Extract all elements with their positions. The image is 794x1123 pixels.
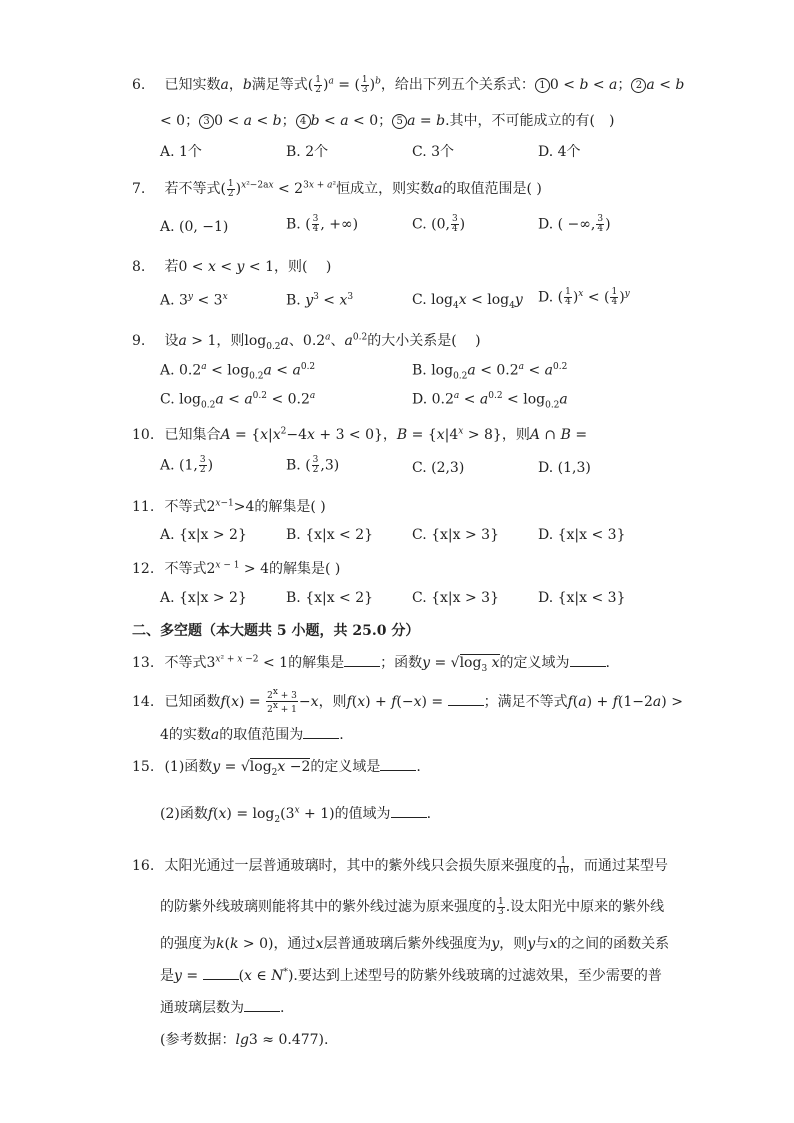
question-14-line2: 4的实数a的取值范围为 . — [160, 727, 344, 743]
question-16-line6: (参考数据：lg3 ≈ 0.477). — [160, 1032, 329, 1048]
option-d: D. 4个 — [538, 144, 581, 160]
question-number: 6. — [132, 77, 146, 93]
question-text: 已知实数a，b满足等式( $\frac{1}{2}$ )$^a$ = ( $\frac{1}{3}$ )$^b$，给出下列五个关系式： 1 0 < b < a； 2 a < b — [164, 74, 685, 95]
question-6 — [132, 74, 685, 95]
question-text: 已知函数f(x) = $\frac{2^x + 3}{2^x + 1}$ −x，则f(x) + f(−x) = ；满足不等式f(a) + f(1−2a) > — [164, 687, 683, 715]
question-number: 10. — [132, 427, 155, 443]
question-16-line4: 是y = (x ∈ N*).要达到上述型号的防紫外线玻璃的过滤效果，至少需要的普 — [160, 967, 662, 984]
option-d: D. {x|x < 3} — [538, 590, 626, 606]
option-a: A. $0.2^a < \log_{0.2}a < a^{0.2}$ — [160, 362, 316, 382]
question-text: 不等式$2^{x - 1} > 4$的解集是( ) — [164, 560, 341, 577]
question-number: 12. — [132, 561, 155, 577]
question-12 — [132, 558, 662, 578]
option-c: C. $\log_4x < \log_4y$ — [412, 292, 523, 311]
question-13 — [132, 652, 662, 674]
question-text: (1)函数$y = √\log_2x -2$的定义域是 . — [164, 759, 421, 778]
option-c: C. (2,3) — [412, 460, 465, 476]
question-6-line2: < 0； 3 0 < a < b； 4 b < a < 0； 5 a = b.其中，不可能成立的有( ) — [160, 113, 615, 129]
option-d: D. ( −∞, $\frac{3}{4}$ ) — [538, 214, 611, 234]
option-a: A. (0, −1) — [160, 219, 229, 235]
section-heading: 二、多空题（本大题共 5 小题，共 25.0 分） — [132, 623, 420, 639]
question-number: 14. — [132, 693, 155, 710]
option-a: A. (1, $\frac{3}{2}$ ) — [160, 455, 214, 475]
option-a: A. {x|x > 2} — [160, 527, 247, 543]
question-number: 7. — [132, 181, 146, 197]
question-text: 已知集合$A = \{x|x^2-4x + 3 < 0\}$，$B = \{x|4^x > 8\}$，则A ∩ B = — [164, 426, 588, 443]
question-9 — [132, 330, 662, 352]
option-a: A. 1个 — [160, 144, 202, 160]
question-number: 9. — [132, 333, 146, 349]
option-c: C. {x|x > 3} — [412, 590, 499, 606]
option-d: D. ( $\frac{1}{4}$ )$^x$ < ( $\frac{1}{4}$ )$^y$ — [538, 287, 630, 307]
question-text: 不等式$3^{x^2 + x -2} < 1$的解集是 ；函数$y = √\log_3$ x的定义域为 . — [164, 654, 610, 674]
option-b: B. {x|x < 2} — [286, 590, 374, 606]
option-b: B. $\log_{0.2}a < 0.2^a < a^{0.2}$ — [412, 362, 568, 382]
option-b: B. ( $\frac{3}{4}$ , +∞) — [286, 214, 359, 234]
option-c: C. $\log_{0.2}a < a^{0.2} < 0.2^a$ — [160, 391, 316, 411]
option-d: D. (1,3) — [538, 460, 591, 476]
option-c: C. (0, $\frac{3}{4}$ ) — [412, 214, 466, 234]
question-text: 设a > 1，则$\log_{0.2}a$、0.2$^a$、$a^{0.2}$的大小关系是( ) — [164, 332, 481, 352]
question-8 — [132, 256, 662, 276]
question-text: 若不等式( $\frac{1}{2}$ )$^{x^2-2ax} < 2^{3x + a^2}$恒成立，则实数a的取值范围是( ) — [164, 178, 542, 199]
question-number: 13. — [132, 655, 155, 671]
option-a: A. {x|x > 2} — [160, 590, 247, 606]
question-15-line2: (2)函数$f(x) = \log_2(3^x + 1)$的值域为 . — [160, 805, 432, 825]
question-16 — [132, 855, 668, 876]
question-16-line2: 的防紫外线玻璃则能将其中的紫外线过滤为原来强度的 $\frac{1}{3}$ .设太阳光中原来的紫外线 — [160, 896, 665, 917]
question-text: 太阳光通过一层普通玻璃时，其中的紫外线只会损失原来强度的 $\frac{1}{10}$ ，而通过某型号 — [164, 855, 668, 876]
option-b: B. 2个 — [286, 144, 329, 160]
question-text: 若0 < x < y < 1，则( ) — [164, 259, 332, 275]
question-14 — [132, 687, 683, 715]
question-15 — [132, 756, 662, 778]
question-10 — [132, 424, 662, 444]
option-c: C. 3个 — [412, 144, 455, 160]
question-number: 11. — [132, 499, 155, 515]
question-16-line5: 通玻璃层数为 . — [160, 1000, 285, 1016]
question-16-line3: 的强度为k(k > 0)，通过x层普通玻璃后紫外线强度为y，则y与x的之间的函数关系 — [160, 936, 670, 952]
option-a: A. $3^y < 3^x$ — [160, 292, 228, 309]
question-number: 15. — [132, 759, 155, 775]
question-number: 8. — [132, 259, 146, 275]
option-b: B. {x|x < 2} — [286, 527, 374, 543]
option-b: B. $y^3 < x^3$ — [286, 292, 354, 309]
option-b: B. ( $\frac{3}{2}$ ,3) — [286, 455, 340, 475]
option-c: C. {x|x > 3} — [412, 527, 499, 543]
question-7 — [132, 178, 662, 199]
question-text: 不等式$2^{x-1}>4$的解集是( ) — [164, 498, 326, 515]
question-number: 16. — [132, 858, 155, 874]
option-d: D. $0.2^a < a^{0.2} < \log_{0.2}a$ — [412, 391, 568, 411]
question-11 — [132, 496, 662, 516]
option-d: D. {x|x < 3} — [538, 527, 626, 543]
